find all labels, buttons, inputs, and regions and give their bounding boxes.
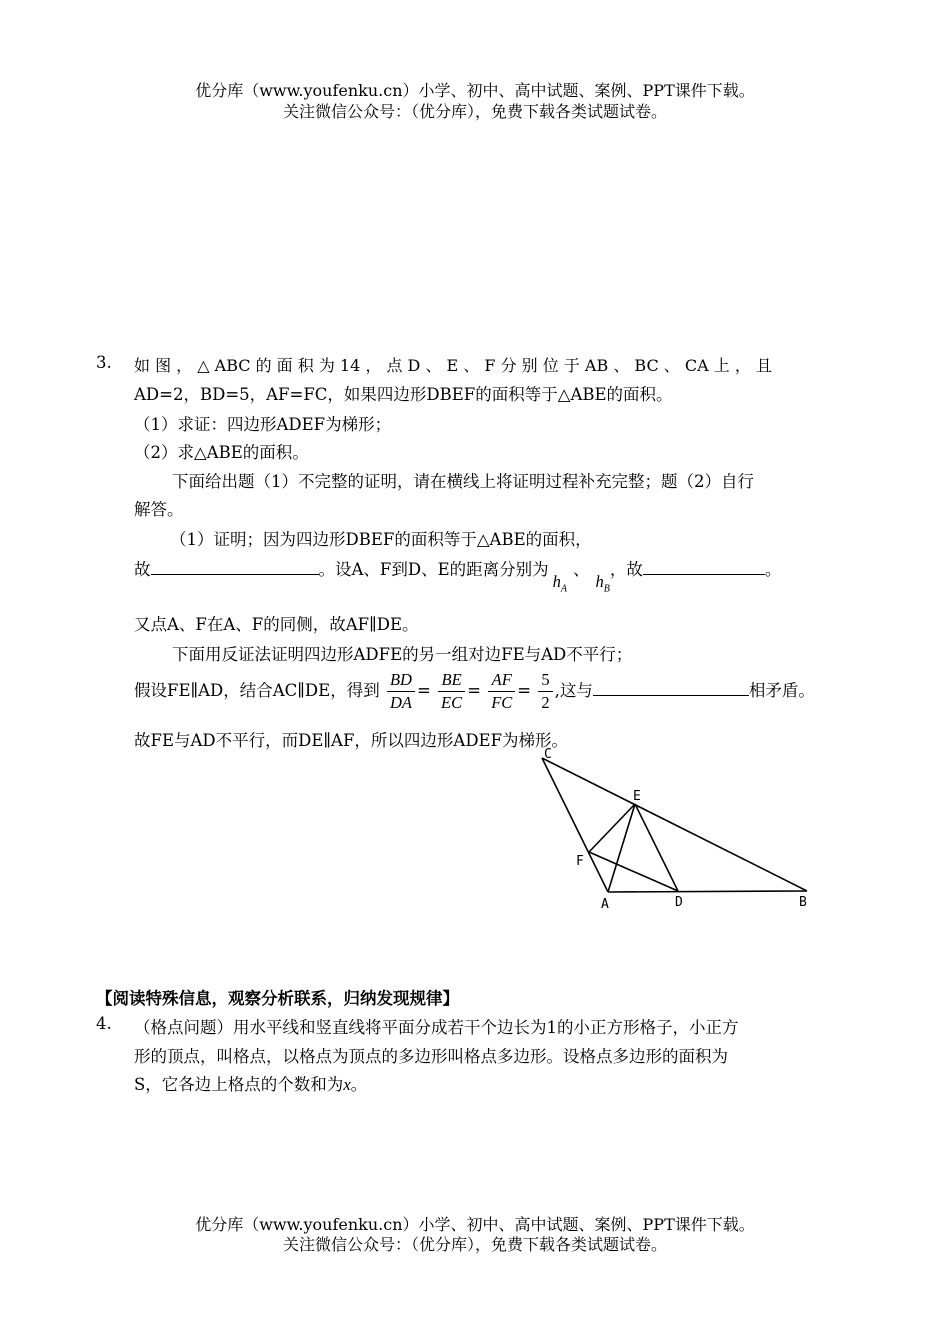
header-line-2: 关注微信公众号：（优分库），免费下载各类试题试卷。 [282,102,667,121]
q4-variable-x: x [343,1075,351,1094]
q4-line-1: （格点问题）用水平线和竖直线将平面分成若干个边长为1的小正方形格子，小正方 [134,1018,739,1037]
q4-line-3-text: S，它各边上格点的个数和为 [134,1075,344,1094]
h-separator: 、 [573,560,590,579]
answer-blank-1[interactable] [151,558,319,575]
q3-line-1: 如 图 ， △ ABC 的 面 积 为 14 ， 点 D 、 E 、 F 分 别 位 于 AB 、 BC 、 CA 上 ， 且 [134,356,772,375]
footer-line-1: 优分库（www.youfenku.cn）小学、初中、高中试题、案例、PPT课件下载。 [195,1215,755,1234]
label-c: C [544,747,552,762]
q3-line-2: AD=2，BD=5，AF=FC，如果四边形DBEF的面积等于△ABE的面积。 [134,385,673,404]
q4-number: 4. [96,1014,112,1033]
proof5-text-c: 相矛盾。 [748,681,815,700]
proof5-text-a: 假设FE∥AD，结合AC∥DE，得到 [134,681,380,700]
q3-number: 3. [96,353,112,372]
q3-proof-3: 又点A、F在A、F的同侧，故AF∥DE。 [134,615,419,634]
segment-ed [635,804,678,891]
segment-ab [608,891,807,892]
q3-proof-6: 故FE与AD不平行，而DE∥AF，所以四边形ADEF为梯形。 [134,731,569,750]
fraction-bd-da: $\frac{BD}{DA}$ [387,669,415,714]
q3-intro-a: 下面给出题（1）不完整的证明，请在横线上将证明过程补充完整；题（2）自行 [172,472,754,491]
q3-proof-5 [134,667,815,715]
label-e: E [633,789,641,804]
label-a: A [601,897,609,912]
q4-line-3-end: 。 [350,1075,368,1094]
proof2-text-c: ，故 [609,560,643,579]
footer-line-2: 关注微信公众号：（优分库），免费下载各类试题试卷。 [282,1235,667,1254]
label-f: F [576,854,584,869]
fraction-5-2: $\frac{5}{2}$ [538,669,552,714]
segment-cb [542,758,807,891]
segment-ca [542,758,608,892]
fraction-af-fc: $\frac{AF}{FC}$ [488,669,515,714]
proof5-text-b: ,这与 [554,681,593,700]
proof2-text-d: 。 [764,560,782,579]
q4-line-3 [134,1071,367,1095]
q3-intro-b: 解答。 [134,500,184,519]
answer-blank-3[interactable] [593,679,749,696]
equals-1: = [416,681,431,700]
q3-proof-4: 下面用反证法证明四边形ADFE的另一组对边FE与AD不平行； [172,645,633,664]
label-d: D [675,895,683,910]
label-b: B [799,895,807,910]
header-line-1: 优分库（www.youfenku.cn）小学、初中、高中试题、案例、PPT课件下载。 [195,81,755,100]
q3-proof-1: （1）证明；因为四边形DBEF的面积等于△ABE的面积， [170,530,592,549]
q3-proof-2 [134,556,782,595]
h-a-symbol: $h_A$ [552,572,567,595]
equals-2: = [467,681,481,700]
segment-fd [589,852,678,891]
fraction-be-ec: $\frac{BE}{EC}$ [438,669,465,714]
q4-line-2: 形的顶点，叫格点，以格点为顶点的多边形叫格点多边形。设格点多边形的面积为 [134,1047,728,1066]
q3-part-1: （1）求证：四边形ADEF为梯形； [134,415,392,434]
q3-part-2: （2）求△ABE的面积。 [134,443,309,462]
proof2-text-a: 故 [134,560,151,579]
section-title: 【阅读特殊信息，观察分析联系，归纳发现规律】 [96,989,459,1008]
proof2-text-b: 。设A、F到D、E的距离分别为 [318,560,549,579]
triangle-figure [530,742,820,914]
equals-3: = [517,681,532,700]
answer-blank-2[interactable] [643,558,765,575]
h-b-symbol: $h_B$ [595,572,610,595]
